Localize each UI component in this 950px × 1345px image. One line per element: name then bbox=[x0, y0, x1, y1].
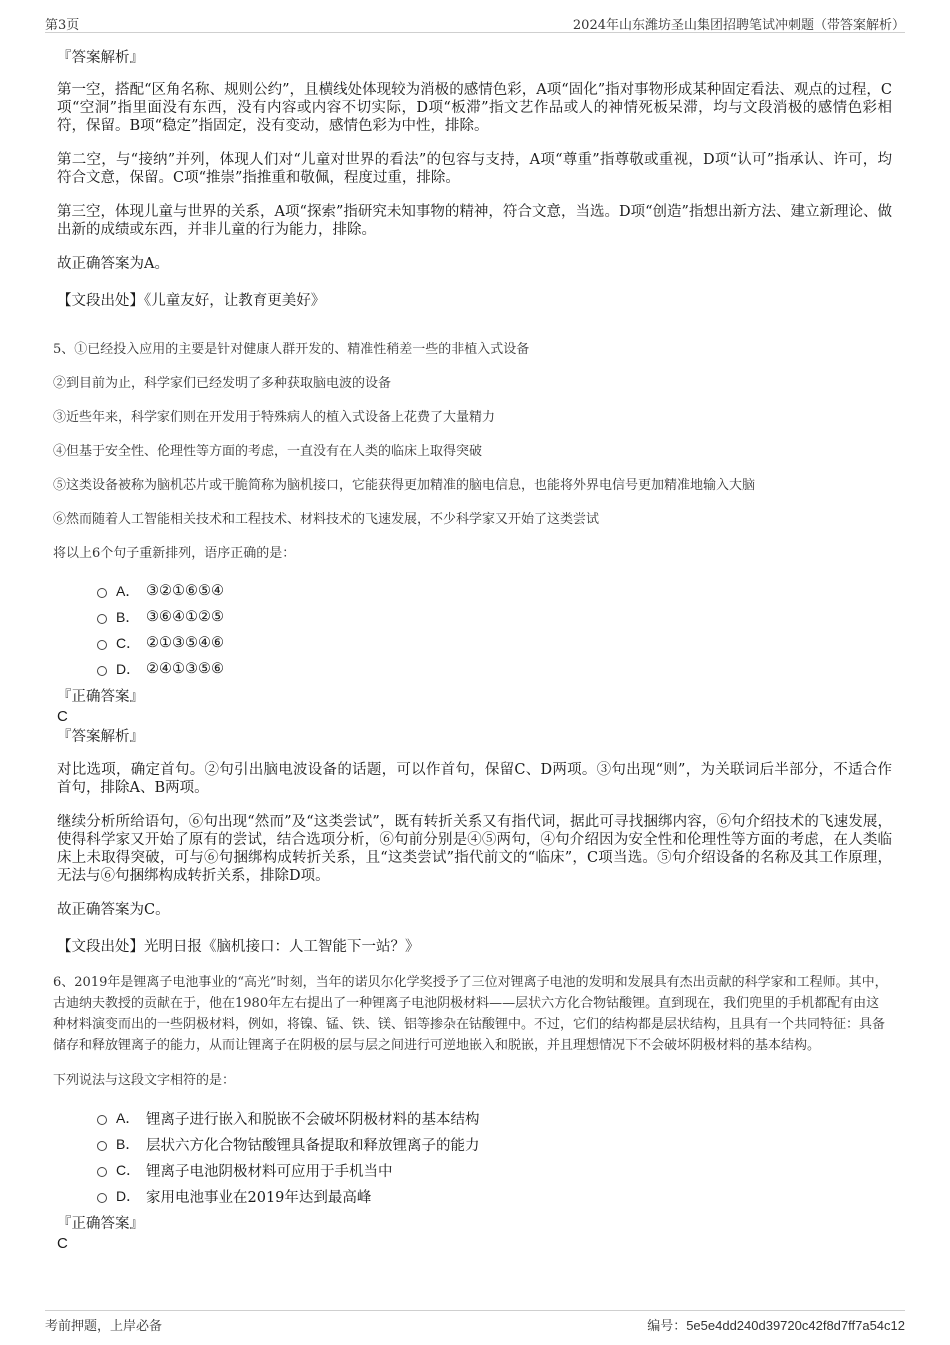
q5-options bbox=[97, 578, 892, 682]
radio-icon[interactable] bbox=[97, 666, 107, 676]
option-text: 家用电池事业在2019年达到最高峰 bbox=[146, 1189, 372, 1206]
q4-analysis-label: 『答案解析』 bbox=[57, 50, 144, 66]
option-text: ②①③⑤④⑥ bbox=[146, 635, 224, 651]
q5-option-b[interactable] bbox=[97, 604, 892, 630]
radio-icon[interactable] bbox=[97, 1141, 107, 1151]
q5-line: ②到目前为止，科学家们已经发明了多种获取脑电波的设备 bbox=[53, 376, 392, 391]
option-text: ③②①⑥⑤④ bbox=[146, 583, 224, 599]
q4-analysis-para: 第一空，搭配“区角名称、规则公约”，且横线处体现较为消极的感情色彩，A项“固化”指对事物形成某种固定看法、观点的过程，C项“空洞”指里面没有东西，没有内容或内容不切实际，D项“板滞”指文艺作品或人的神情死板呆滞，均与文段消极的感情色彩相符，保留。B项“稳定”指固定，没有变动，感情色彩为中性，排除。 bbox=[57, 82, 892, 134]
q6-options bbox=[97, 1105, 892, 1209]
q5-line: 5、①已经投入应用的主要是针对健康人群开发的、精准性稍差一些的非植入式设备 bbox=[53, 342, 530, 357]
q5-source: 【文段出处】光明日报《脑机接口：人工智能下一站？》 bbox=[57, 939, 420, 955]
option-text: 锂离子进行嵌入和脱嵌不会破坏阴极材料的基本结构 bbox=[146, 1111, 480, 1128]
option-text: 层状六方化合物钴酸锂具备提取和释放锂离子的能力 bbox=[146, 1137, 480, 1154]
option-key: A． bbox=[116, 583, 140, 599]
radio-icon[interactable] bbox=[97, 588, 107, 598]
option-key: B． bbox=[116, 609, 140, 625]
document-serial: 编号：5e5e4dd240d39720c42f8d7ff7a54c12 bbox=[647, 1318, 905, 1333]
footer-slogan: 考前押题，上岸必备 bbox=[45, 1319, 163, 1334]
q5-line: ⑥然而随着人工智能相关技术和工程技术、材料技术的飞速发展，不少科学家又开始了这类尝试 bbox=[53, 512, 600, 527]
q6-option-c[interactable] bbox=[97, 1157, 892, 1183]
option-key: A． bbox=[116, 1110, 140, 1126]
q4-source: 【文段出处】《儿童友好，让教育更美好》 bbox=[57, 293, 326, 309]
question-6 bbox=[53, 972, 892, 1091]
q5-answer-label: 『正确答案』 bbox=[57, 689, 144, 705]
q5-analysis-para: 继续分析所给语句，⑥句出现“然而”及“这类尝试”，既有转折关系又有指代词，据此可寻找捆绑内容，⑥句介绍技术的飞速发展，使得科学家又开始了原有的尝试，结合选项分析，⑥句前分别是④⑤两句，④句介绍因为安全性和伦理性等方面的考虑，在人类临床上未取得突破，可与⑥句捆绑构成转折关系，且“这类尝试”指代前文的“临床”，C项当选。⑤句介绍设备的名称及其工作原理，无法与⑥句捆绑构成转折关系，排除D项。 bbox=[57, 814, 892, 884]
option-text: 锂离子电池阴极材料可应用于手机当中 bbox=[146, 1163, 393, 1180]
option-key: C． bbox=[116, 635, 141, 651]
q4-conclusion: 故正确答案为A。 bbox=[57, 256, 169, 272]
radio-icon[interactable] bbox=[97, 614, 107, 624]
q6-answer-label: 『正确答案』 bbox=[57, 1216, 144, 1232]
option-text: ③⑥④①②⑤ bbox=[146, 609, 224, 625]
page-header bbox=[45, 10, 905, 33]
radio-icon[interactable] bbox=[97, 1193, 107, 1203]
q5-analysis-label: 『答案解析』 bbox=[57, 729, 144, 745]
q5-answer: C bbox=[57, 708, 68, 725]
radio-icon[interactable] bbox=[97, 1115, 107, 1125]
q5-line: ③近些年来，科学家们则在开发用于特殊病人的植入式设备上花费了大量精力 bbox=[53, 410, 496, 425]
q6-passage: 6、2019年是锂离子电池事业的“高光”时刻，当年的诺贝尔化学奖授予了三位对锂离子电池的发明和发展具有杰出贡献的科学家和工程师。其中，古迪纳夫教授的贡献在于，他在1980年左右提出了一种锂离子电池阴极材料——层状六方化合物钴酸锂。直到现在，我们兜里的手机都配有由这种材料演变而出的一些阴极材料，例如，将镍、锰、铁、镁、铝等掺杂在钴酸锂中。不过，它们的结构都是层状结构，且具有一个共同特征：具备储存和释放锂离子的能力，从而让锂离子在阴极的层与层之间进行可逆地嵌入和脱嵌，并且理想情况下不会破坏阴极材料的基本结构。 bbox=[53, 975, 888, 1053]
option-key: B． bbox=[116, 1136, 140, 1152]
q5-analysis-para: 对比选项，确定首句。②句引出脑电波设备的话题，可以作首句，保留C、D两项。③句出现“则”，为关联词后半部分，不适合作首句，排除A、B两项。 bbox=[57, 762, 892, 796]
q5-option-a[interactable] bbox=[97, 578, 892, 604]
q5-line: ④但基于安全性、伦理性等方面的考虑，一直没有在人类的临床上取得突破 bbox=[53, 444, 483, 459]
q4-analysis-para: 第二空，与“接纳”并列，体现人们对“儿童对世界的看法”的包容与支持，A项“尊重”指尊敬或重视，D项“认可”指承认、许可，均符合文意，保留。C项“推崇”指推重和敬佩，程度过重，排除。 bbox=[57, 152, 892, 186]
option-key: C． bbox=[116, 1162, 141, 1178]
q5-prompt: 将以上6个句子重新排列，语序正确的是： bbox=[53, 546, 296, 561]
q6-option-d[interactable] bbox=[97, 1183, 892, 1209]
option-key: D． bbox=[116, 661, 141, 677]
q6-answer: C bbox=[57, 1235, 68, 1252]
q6-option-b[interactable] bbox=[97, 1131, 892, 1157]
q5-option-c[interactable] bbox=[97, 630, 892, 656]
radio-icon[interactable] bbox=[97, 640, 107, 650]
q4-analysis-para: 第三空，体现儿童与世界的关系，A项“探索”指研究未知事物的精神，符合文意，当选。D项“创造”指想出新方法、建立新理论、做出新的成绩或东西，并非儿童的行为能力，排除。 bbox=[57, 204, 892, 238]
option-text: ②④①③⑤⑥ bbox=[146, 661, 224, 677]
q6-option-a[interactable] bbox=[97, 1105, 892, 1131]
q5-option-d[interactable] bbox=[97, 656, 892, 682]
page-number: 第3页 bbox=[45, 18, 80, 33]
radio-icon[interactable] bbox=[97, 1167, 107, 1177]
page-content bbox=[53, 46, 892, 1255]
q5-answer-block bbox=[57, 688, 892, 747]
option-key: D． bbox=[116, 1188, 141, 1204]
page-footer bbox=[45, 1310, 905, 1335]
question-5 bbox=[53, 340, 892, 564]
document-title: 2024年山东潍坊圣山集团招聘笔试冲刺题（带答案解析） bbox=[572, 18, 905, 33]
q5-conclusion: 故正确答案为C。 bbox=[57, 902, 170, 918]
q5-line: ⑤这类设备被称为脑机芯片或干脆简称为脑机接口，它能获得更加精准的脑电信息，也能将外界电信号更加精准地输入大脑 bbox=[53, 478, 756, 493]
q6-prompt: 下列说法与这段文字相符的是： bbox=[53, 1073, 236, 1088]
q6-answer-block bbox=[57, 1215, 892, 1253]
